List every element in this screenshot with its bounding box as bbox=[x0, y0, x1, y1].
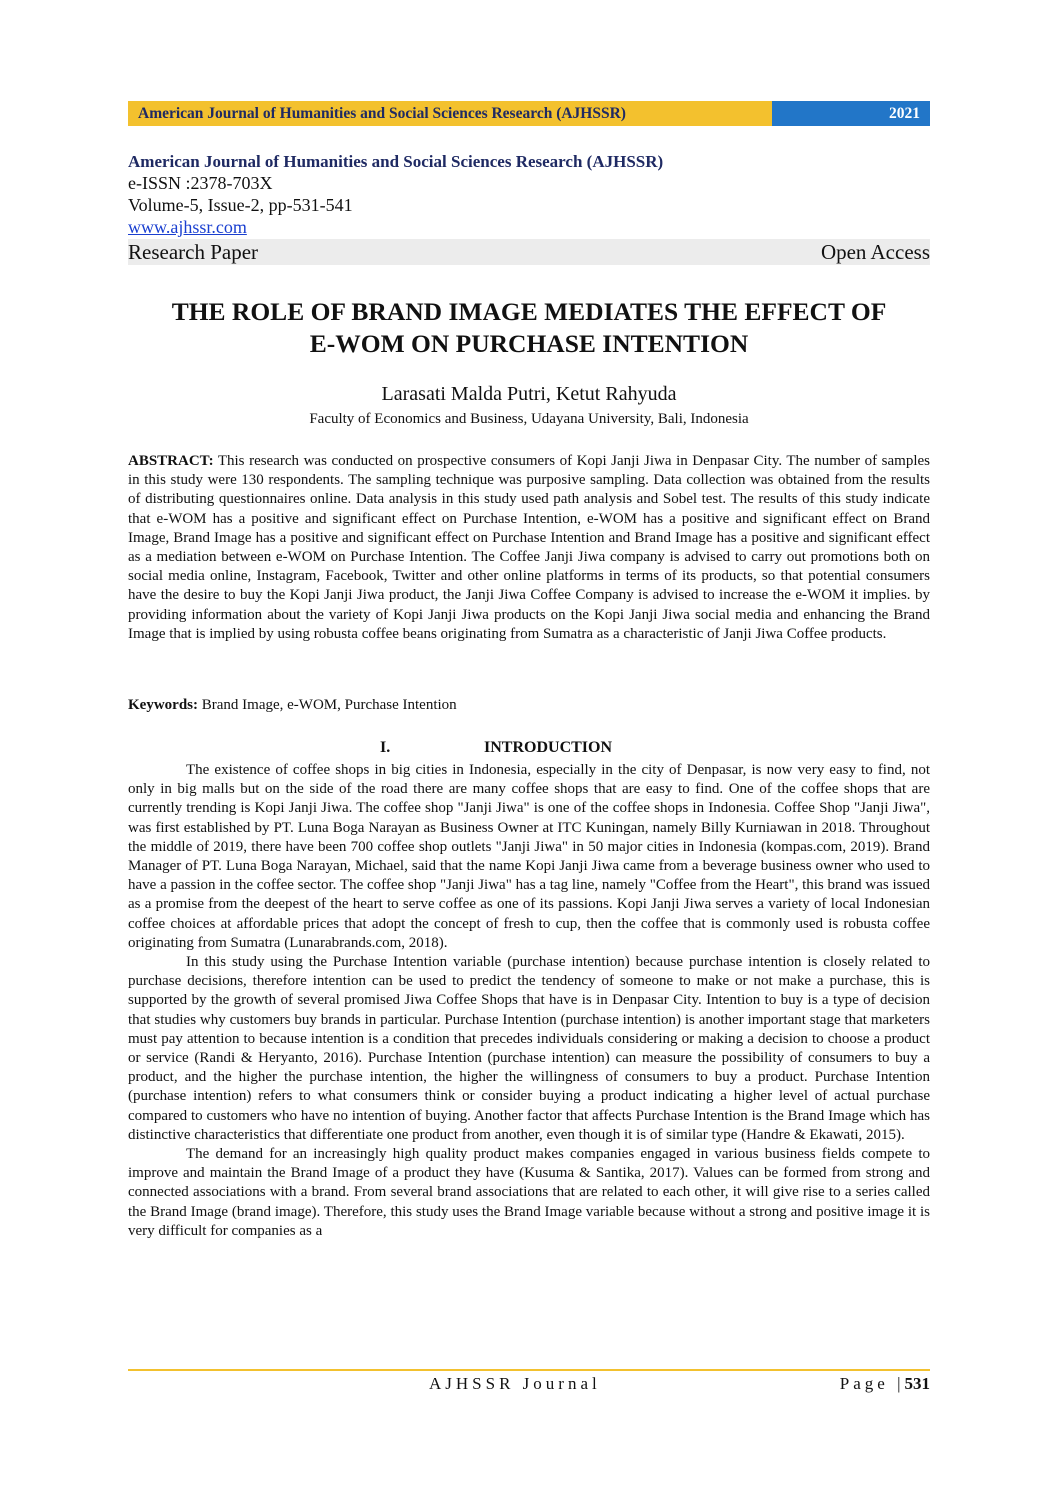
footer-divider bbox=[128, 1369, 930, 1371]
abstract-text: This research was conducted on prospective consumers of Kopi Janji Jiwa in Denpasar City. The number of samples in this study were 130 respondents. The sampling technique was purposive sampling. Data collection was obtained from the results of distributing questionnaires online. Data analysis in this study used path analysis and Sobel test. The results of this study indicate that e-WOM has a positive and significant effect on Purchase Intention, e-WOM has a positive and significant effect on Brand Image, Brand Image has a positive and significant effect on Purchase Intention and Brand Image has a positive and significant effect as a mediation between e-WOM on Purchase Intention. The Coffee Janji Jiwa company is advised to carry out promotions both on social media online, Instagram, Facebook, Twitter and other online platforms in terms of its products, so that potential consumers have the desire to buy the Kopi Janji Jiwa product, the Janji Jiwa Coffee Company is advised to increase the e-WOM it implies. by providing information about the variety of Kopi Janji Jiwa products on the Kopi Janji Jiwa social media and enhancing the Brand Image that is implied by using robusta coffee beans originating from Sumatra as a characteristic of Janji Jiwa Coffee products. bbox=[128, 453, 930, 642]
paragraph: In this study using the Purchase Intention variable (purchase intention) because purchase intention is closely related to purchase decisions, therefore intention can be used to predict the tendency of someone to make or not make a purchase, this is supported by the growth of several promised Jiwa Coffee Shops that have is in Denpasar City. Intention to buy is a type of decision that studies why customers buy brands in particular. Purchase Intention (purchase intention) is another important stage that marketers must pay attention to because intention is a condition that precedes individuals considering or making a decision to choose a product or service (Randi & Heryanto, 2016). Purchase Intention (purchase intention) can measure the possibility of consumers to buy a product, and the higher the purchase intention, the higher the willingness of consumers to buy a product. Purchase Intention (purchase intention) refers to what consumers think or consider buying a product indicating a higher level of actual purchase compared to customers who have no intention of buying. Another factor that affects Purchase Intention is the Brand Image which has distinctive characteristics that differentiate one product from another, even though it is of similar type (Handre & Ekawati, 2015). bbox=[128, 954, 930, 1143]
footer-page-label: Page | bbox=[839, 1374, 905, 1393]
banner-journal-name: American Journal of Humanities and Social Sciences Research (AJHSSR) bbox=[128, 101, 772, 126]
paper-authors: Larasati Malda Putri, Ketut Rahyuda bbox=[381, 383, 677, 405]
paragraph: The existence of coffee shops in big cities in Indonesia, especially in the city of Denpasar, is now very easy to find, not only in big malls but on the side of the road there are many coffee shops that are easy to find. One of the coffee shops that are currently trending is Kopi Janji Jiwa. The coffee shop "Janji Jiwa" is one of the coffee shops in Indonesia. Coffee Shop "Janji Jiwa", was first established by PT. Luna Boga Narayan as Business Owner at ITC Kuningan, namely Billy Kurniawan in 2018. Throughout the middle of 2019, there have been 700 coffee shop outlets "Janji Jiwa" in 50 major cities in Indonesia (kompas.com, 2019). Brand Manager of PT. Luna Boga Narayan, Michael, said that the name Kopi Janji Jiwa came from a beverage business owner who used to have a passion in the coffee sector. The coffee shop "Janji Jiwa" has a tag line, namely "Coffee from the Heart", this brand was issued as a promise from the deepest of the heart to serve coffee as one of its passions. Kopi Janji Jiwa serves a variety of local Indonesian coffee choices at affordable prices that adopt the concept of fresh to cup, then the coffee that is commonly used is robusta coffee originating from Sumatra (Lunarabrands.com, 2018). bbox=[128, 762, 930, 951]
journal-info bbox=[128, 151, 930, 265]
footer-page-number: 531 bbox=[904, 1374, 930, 1393]
paper-type: Research Paper bbox=[128, 240, 259, 264]
paragraph: The demand for an increasingly high quality product makes companies engaged in various business fields compete to improve and maintain the Brand Image of a product they have (Kusuma & Santika, 2017). Values can be formed from strong and connected associations with a brand. From several brand associations that are related to each other, it will give rise to a series called the Brand Image (brand image). Therefore, this study uses the Brand Image variable because without a strong and positive image it is very difficult for companies as a bbox=[128, 1146, 930, 1239]
access-type: Open Access bbox=[820, 240, 930, 264]
paper-title-line-2: E-WOM ON PURCHASE INTENTION bbox=[309, 329, 749, 358]
footer-page bbox=[840, 1374, 930, 1394]
section-title: INTRODUCTION bbox=[484, 739, 613, 756]
footer-journal: AJHSSR Journal bbox=[429, 1374, 601, 1393]
section-number: I. bbox=[380, 739, 391, 756]
journal-url-link[interactable]: www.ajhssr.com bbox=[128, 217, 247, 237]
paper-title bbox=[128, 296, 930, 360]
keywords-text: Brand Image, e-WOM, Purchase Intention bbox=[198, 697, 457, 713]
abstract bbox=[128, 452, 930, 644]
paper-affiliation: Faculty of Economics and Business, Udayana University, Bali, Indonesia bbox=[309, 411, 749, 427]
journal-volume: Volume-5, Issue-2, pp-531-541 bbox=[128, 195, 353, 215]
introduction-body bbox=[128, 761, 930, 1241]
journal-banner bbox=[128, 101, 930, 126]
keywords bbox=[128, 696, 930, 715]
journal-name: American Journal of Humanities and Social Sciences Research (AJHSSR) bbox=[128, 152, 664, 171]
banner-year: 2021 bbox=[772, 101, 930, 126]
paper-title-line-1: THE ROLE OF BRAND IMAGE MEDIATES THE EFFECT OF bbox=[171, 297, 887, 326]
paper-type-bar bbox=[128, 239, 930, 265]
abstract-label: ABSTRACT: bbox=[128, 453, 214, 469]
page-footer bbox=[128, 1374, 930, 1398]
journal-issn: e-ISSN :2378-703X bbox=[128, 173, 273, 193]
keywords-label: Keywords: bbox=[128, 697, 198, 713]
